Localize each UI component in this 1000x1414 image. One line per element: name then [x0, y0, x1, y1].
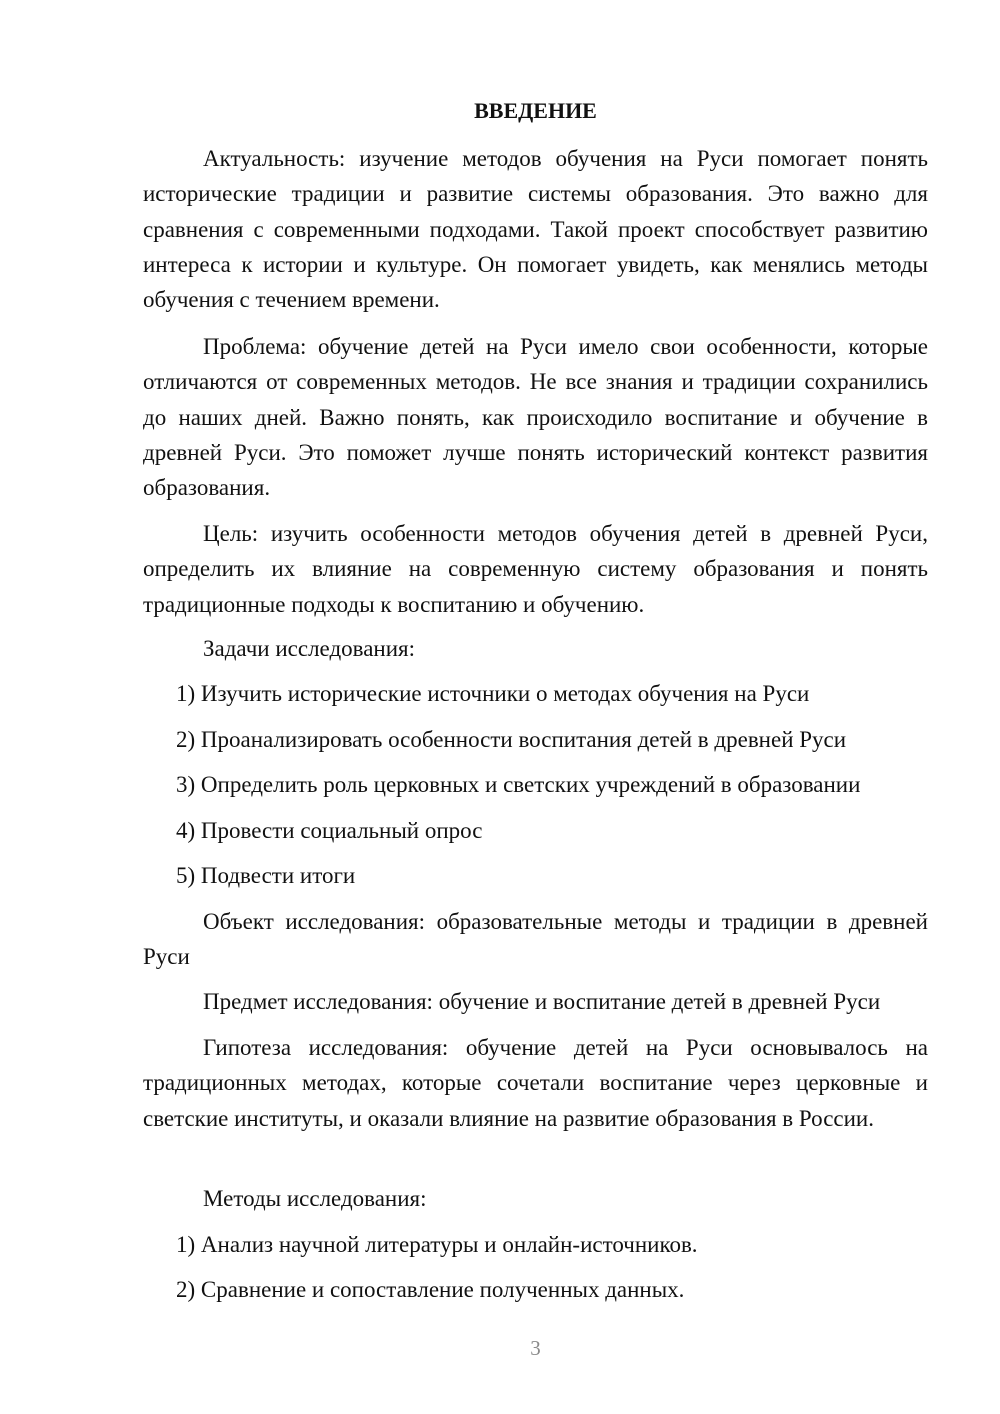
method-item: 2) Сравнение и сопоставление полученных данных.	[176, 1277, 685, 1302]
relevance-paragraph: Актуальность: изучение методов обучения на Руси помогает понять исторические традиции и развитие системы образования. Это важно для сравнения с современными подходами. Такой проект способствует развитию интереса к истории и культуре. Он помогает увидеть, как менялись методы обучения с течением времени.	[143, 146, 928, 313]
object-paragraph: Объект исследования: образовательные методы и традиции в древней Руси	[143, 909, 928, 970]
problem-paragraph: Проблема: обучение детей на Руси имело свои особенности, которые отличаются от современных методов. Не все знания и традиции сохранились до наших дней. Важно понять, как происходило воспитание и обучение в древней Руси. Это поможет лучше понять исторический контекст развития образования.	[143, 334, 928, 501]
task-item: 4) Провести социальный опрос	[176, 818, 483, 843]
task-item: 3) Определить роль церковных и светских учреждений в образовании	[176, 772, 861, 797]
task-item: 1) Изучить исторические источники о методах обучения на Руси	[176, 681, 810, 706]
task-item: 2) Проанализировать особенности воспитания детей в древней Руси	[176, 727, 847, 752]
hypothesis-paragraph: Гипотеза исследования: обучение детей на Руси основывалось на традиционных методах, которые сочетали воспитание через церковные и светские институты, и оказали влияние на развитие образования в России.	[143, 1035, 928, 1131]
tasks-heading: Задачи исследования:	[203, 636, 416, 661]
page-title: ВВЕДЕНИЕ	[474, 98, 597, 123]
method-item: 1) Анализ научной литературы и онлайн-источников.	[176, 1232, 698, 1257]
methods-heading: Методы исследования:	[203, 1186, 427, 1211]
task-item: 5) Подвести итоги	[176, 863, 356, 888]
page-number: 3	[530, 1336, 541, 1360]
subject-paragraph: Предмет исследования: обучение и воспитание детей в древней Руси	[203, 989, 881, 1014]
goal-paragraph: Цель: изучить особенности методов обучения детей в древней Руси, определить их влияние на современную систему образования и понять традиционные подходы к воспитанию и обучению.	[143, 521, 928, 617]
